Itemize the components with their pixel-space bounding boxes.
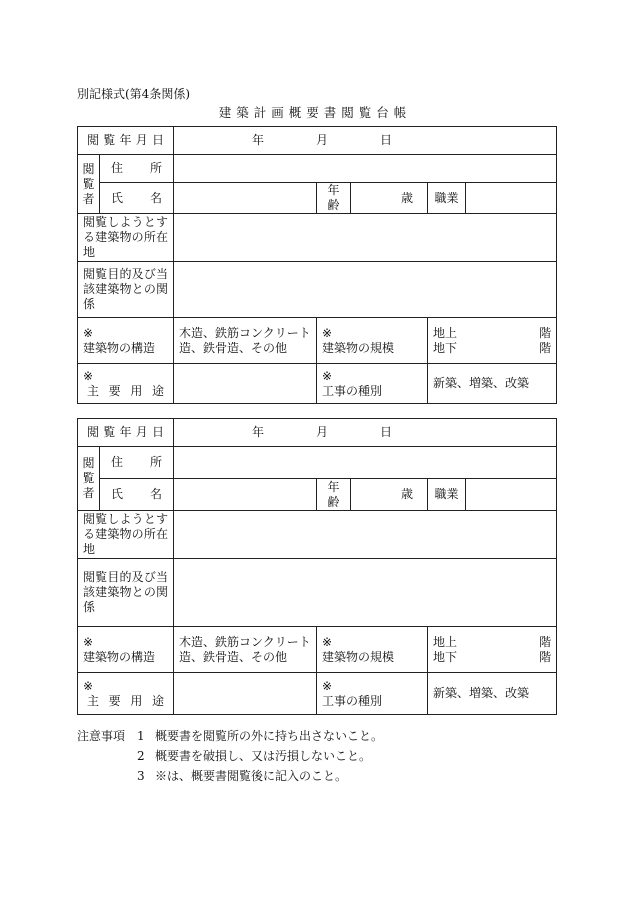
age-label: 年齢 <box>317 479 351 511</box>
scale-value-cell[interactable] <box>428 318 557 364</box>
age-label: 年齢 <box>317 183 351 214</box>
above-floor-unit: 階 <box>539 634 552 649</box>
use-label-cell <box>78 364 174 404</box>
work-type-value[interactable]: 新築、増築、改築 <box>428 364 557 404</box>
scale-label-cell <box>317 627 428 673</box>
note-row <box>77 766 383 786</box>
age-unit: 歳 <box>401 190 414 205</box>
scale-label: 建築物の規模 <box>322 649 395 664</box>
use-mark: ※ <box>83 678 94 693</box>
structure-value[interactable]: 木造、鉄筋コンクリート造、鉄骨造、その他 <box>174 627 317 673</box>
scale-label-cell <box>317 318 428 364</box>
below-floor-unit: 階 <box>539 340 552 355</box>
page-title-text: 建築計画概要書閲覧台帳 <box>218 105 412 120</box>
address-field[interactable] <box>174 447 557 479</box>
note-text: ※は、概要書閲覧後に記入のこと。 <box>155 769 348 783</box>
date-month-unit: 月 <box>316 425 329 439</box>
below-ground-label: 地下 <box>433 649 458 664</box>
note-row <box>77 726 383 746</box>
occupation-label: 職業 <box>428 479 466 511</box>
viewer-label: 閲 覧 者 <box>78 447 100 511</box>
date-day-unit: 日 <box>380 425 393 439</box>
work-type-label-cell <box>317 673 428 715</box>
structure-label-cell <box>78 627 174 673</box>
structure-mark: ※ <box>83 634 94 649</box>
structure-label: 建築物の構造 <box>83 649 156 664</box>
note-row <box>77 746 383 766</box>
below-ground-label: 地下 <box>433 340 458 355</box>
date-label-cell <box>78 419 174 447</box>
age-unit: 歳 <box>401 487 414 501</box>
age-field[interactable] <box>351 183 428 214</box>
occupation-field[interactable] <box>466 479 557 511</box>
date-label: 閲覧年月日 <box>87 425 165 439</box>
work-type-mark: ※ <box>322 678 333 693</box>
date-year-unit: 年 <box>252 425 265 439</box>
purpose-field[interactable] <box>174 262 557 318</box>
notes-heading: 注意事項 <box>77 729 126 743</box>
name-field[interactable] <box>174 183 317 214</box>
date-value-cell[interactable] <box>174 419 557 447</box>
use-field[interactable] <box>174 673 317 715</box>
date-day-unit: 日 <box>380 133 393 147</box>
structure-mark: ※ <box>83 325 94 340</box>
occupation-label: 職業 <box>428 183 466 214</box>
use-label: 主要用途 <box>87 383 165 398</box>
location-label: 閲覧しようとする建築物の所在地 <box>78 511 174 559</box>
notes-section <box>77 726 383 786</box>
note-text: 概要書を閲覧所の外に持ち出さないこと。 <box>155 729 384 743</box>
location-field[interactable] <box>174 214 557 262</box>
note-text: 概要書を破損し、又は汚損しないこと。 <box>155 749 372 763</box>
above-ground-label: 地上 <box>433 634 458 649</box>
address-label: 住 所 <box>100 447 174 479</box>
date-label: 閲覧年月日 <box>87 133 165 147</box>
form-number-label: 別記様式(第4条関係) <box>77 87 190 101</box>
ledger-form-2 <box>77 418 557 715</box>
page-title <box>0 103 630 121</box>
name-field[interactable] <box>174 479 317 511</box>
purpose-field[interactable] <box>174 559 557 627</box>
viewer-label: 閲 覧 者 <box>78 155 100 214</box>
name-label: 氏 名 <box>100 479 174 511</box>
work-type-label-cell <box>317 364 428 404</box>
date-value-cell[interactable] <box>174 127 557 155</box>
work-type-value[interactable]: 新築、増築、改築 <box>428 673 557 715</box>
scale-value-cell[interactable] <box>428 627 557 673</box>
location-label: 閲覧しようとする建築物の所在地 <box>78 214 174 262</box>
note-number: 2 <box>137 749 145 763</box>
name-label: 氏 名 <box>100 183 174 214</box>
ledger-form-1 <box>77 126 557 404</box>
location-field[interactable] <box>174 511 557 559</box>
scale-mark: ※ <box>322 634 333 649</box>
address-field[interactable] <box>174 155 557 183</box>
use-field[interactable] <box>174 364 317 404</box>
address-label: 住 所 <box>100 155 174 183</box>
structure-label-cell <box>78 318 174 364</box>
date-year-unit: 年 <box>252 133 265 147</box>
above-floor-unit: 階 <box>539 325 552 340</box>
occupation-field[interactable] <box>466 183 557 214</box>
use-label-cell <box>78 673 174 715</box>
use-label: 主要用途 <box>87 693 165 708</box>
date-label-cell <box>78 127 174 155</box>
below-floor-unit: 階 <box>539 649 552 664</box>
use-mark: ※ <box>83 368 94 383</box>
work-type-mark: ※ <box>322 368 333 383</box>
work-type-label: 工事の種別 <box>322 693 383 708</box>
date-month-unit: 月 <box>316 133 329 147</box>
structure-label: 建築物の構造 <box>83 340 156 355</box>
note-number: 1 <box>137 729 145 743</box>
work-type-label: 工事の種別 <box>322 383 383 398</box>
above-ground-label: 地上 <box>433 325 458 340</box>
structure-value[interactable]: 木造、鉄筋コンクリート造、鉄骨造、その他 <box>174 318 317 364</box>
scale-mark: ※ <box>322 325 333 340</box>
note-number: 3 <box>137 769 145 783</box>
scale-label: 建築物の規模 <box>322 340 395 355</box>
purpose-label: 閲覧目的及び当該建築物との関係 <box>78 262 174 318</box>
age-field[interactable] <box>351 479 428 511</box>
purpose-label: 閲覧目的及び当該建築物との関係 <box>78 559 174 627</box>
